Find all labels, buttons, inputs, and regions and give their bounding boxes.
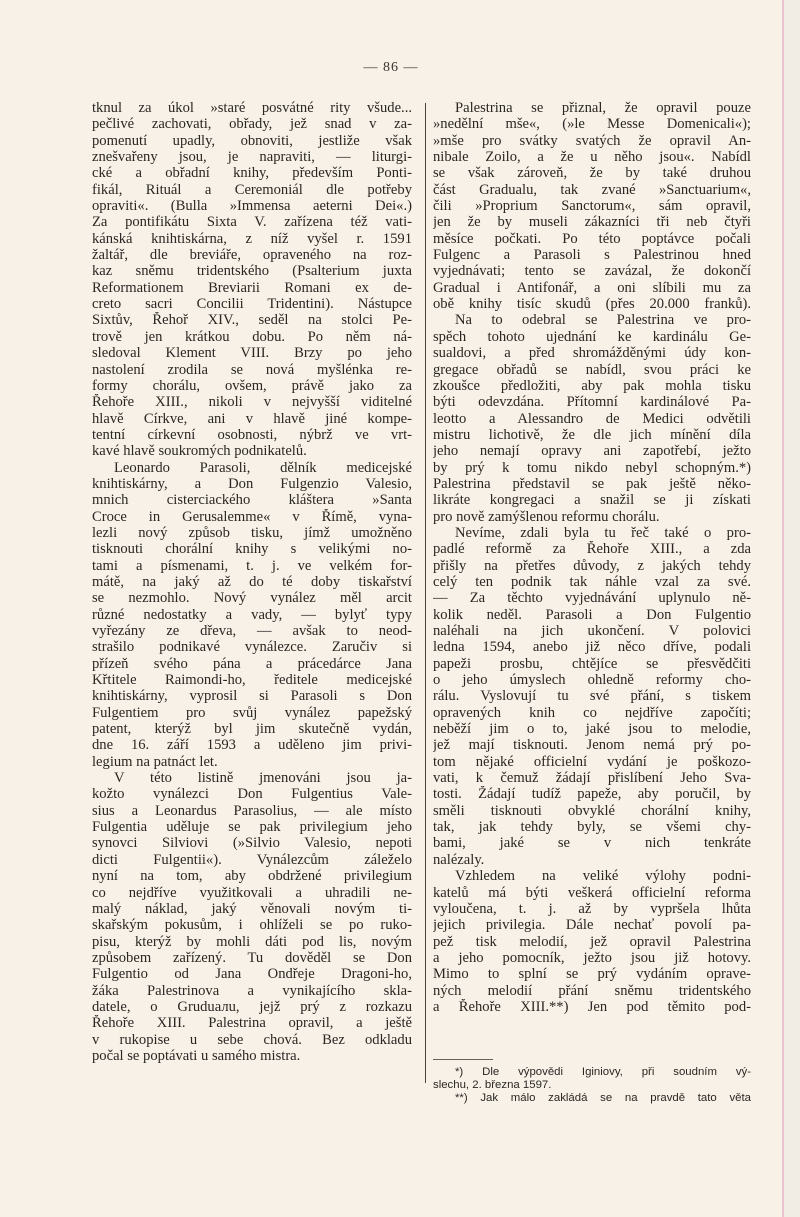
text-line: ných melodií přání sněmu tridentského (433, 982, 751, 999)
text-line: obě knihy tisíc skudů (přes 20.000 franků). (433, 296, 751, 313)
right-column (433, 100, 751, 1015)
text-line: mátě, na jaký až do té doby tiskařství (92, 573, 412, 590)
text-line: Croce in Gerusalemme« v Římě, vyna- (92, 508, 412, 525)
text-line: sius a Leonardus Parasolius, — ale místo (92, 802, 412, 819)
text-line: čili »Proprium Sanctorum«, sám opravil, (433, 198, 751, 215)
text-line: formy chorálu, ovšem, právě jako za (92, 377, 412, 394)
text-line: Vzhledem na veliké výlohy podni- (455, 868, 751, 885)
text-line: žáka Palestrinova a vynikajícího skla- (92, 982, 412, 999)
text-line: co nejdříve využitkovali a uhradili ne- (92, 884, 412, 901)
text-line: kavé hlavě soukromých podnikatelů. (92, 443, 307, 460)
text-line: tisknouti chorální knihy s velikými no- (92, 541, 412, 558)
text-line: spěch tohoto ujednání ke kardinálu Ge- (433, 328, 751, 345)
text-line: opraviti«. (Bulla »Immensa aeterni Dei«.) (92, 198, 412, 215)
text-line: vyjednávati; tento se zavázal, že dokončí (433, 263, 751, 280)
text-line: cké a obřadní knihy, především Ponti- (92, 165, 412, 182)
text-line: se nezmohlo. Nový vynález měl arcit (92, 590, 412, 607)
text-line: padlé reformě za Řehoře XIII., a zda (433, 541, 751, 558)
text-line: směli tisknouti obvyklé chorální knihy, (433, 802, 751, 819)
text-line: sledoval Klement VIII. Brzy po jeho (92, 345, 412, 362)
text-line: Křtitele Raimondi-ho, ředitele medicejské (92, 672, 412, 689)
footnote-line: *) Dle výpovědi Iginiovy, při soudním vý- (455, 1066, 751, 1078)
text-line: mnich cisterciackého kláštera »Santa (92, 492, 412, 509)
text-line: kožto vynálezci Don Fulgentius Vale- (92, 786, 412, 803)
text-line: ledna 1594, anebo již něco dříve, podali (433, 639, 751, 656)
text-line: Na to odebral se Palestrina ve pro- (455, 312, 751, 329)
text-line: a jeho pomocník, ježto jsou již hotovy. (433, 949, 751, 966)
text-line: různé nedostatky a vady, — bylyť typy (92, 606, 412, 623)
footnote-rule (433, 1059, 493, 1060)
text-line: pisu, kterýž by mohli dáti pod lis, novým (92, 933, 412, 950)
footnote-line: slechu, 2. března 1597. (433, 1079, 552, 1092)
text-line: pomenutí upadly, obnoviti, jestliže však (92, 132, 412, 149)
text-line: leotto a Alessandro de Medici odvětili (433, 410, 751, 427)
text-line: Řehoře XIII. Palestrina opravil, a ještě (92, 1015, 412, 1032)
text-line: část Gradualu, tak zvané »Sanctuarium«, (433, 181, 751, 198)
text-line: znešvařeny jsou, je napraviti, — liturgi- (92, 149, 412, 166)
text-line: Reformationem Breviarii Romani ex de- (92, 279, 412, 296)
text-line: nibale Zoilo, a že u něho jsou«. Nabídl (433, 149, 751, 166)
text-line: jež mají tisknouti. Jenom nemá prý po- (433, 737, 751, 754)
page-number: — 86 — (363, 60, 419, 75)
text-line: v rukopise u sebe chová. Bez odkladu (92, 1031, 412, 1048)
text-line: Nevíme, zdali byla tu řeč také o pro- (455, 524, 751, 541)
text-line: bami, jaké se v nich tenkráte (433, 835, 751, 852)
text-line: pečlivé zachovati, obřady, jež snad v za- (92, 116, 412, 133)
text-line: »mše pro svátky svatých že opravil An- (433, 132, 751, 149)
text-line: datele, o Gruduалu, jejž prý z rozkazu (92, 998, 412, 1015)
text-line: mistru lichotivě, že dle jich mínění díla (433, 426, 751, 443)
text-line: vyloučena, t. j. až by vypršela lhůta (433, 900, 751, 917)
text-line: o jeho úmyslech ohledně reformy cho- (433, 672, 751, 689)
left-column (92, 100, 412, 1064)
text-line: kánská knihtiskárna, z níž vyšel r. 1591 (92, 230, 412, 247)
text-line: Fulgentio od Jana Ondřeje Dragoni-ho, (92, 966, 412, 983)
text-line: Za pontifikátu Sixta V. zařízena též vati- (92, 214, 412, 231)
text-line: sualdovi, a před shromážděnými údy kon- (433, 345, 751, 362)
text-line: tosti. Žádají tudíž papeže, aby poručil, by (433, 786, 751, 803)
text-line: Sixtův, Řehoř XIV., seděl na stolci Pe- (92, 312, 412, 329)
text-line: nastolení zrodila se nová myšlénka re- (92, 361, 412, 378)
text-line: naléhali na jich ukončení. V polovici (433, 623, 751, 639)
text-line: jejich privilegia. Dále nechať povolí pa- (433, 917, 751, 934)
text-line: se však zároveň, že by také druhou (433, 165, 751, 182)
text-line: gregace obřadů se nabídl, svou práci ke (433, 361, 751, 378)
text-line: tknul za úkol »staré posvátné rity všude... (92, 100, 412, 116)
text-line: by prý k tomu nikdo nebyl schopným.*) (433, 459, 751, 476)
text-line: celý ten podnik tak náhle vzal za své. (433, 573, 751, 590)
text-line: tom nějaké officielní vydání je poškozo- (433, 753, 751, 770)
text-line: strašilo podnikavé vynálezce. Zaručiv si (92, 639, 412, 656)
footnote-line: **) Jak málo zakládá se na pravdě tato věta (455, 1092, 751, 1105)
text-line: skařským pokusům, i ohlíželi se po ruko- (92, 917, 412, 934)
page-margin-strip (784, 0, 800, 1217)
text-line: knihtiskárny, vyprosil si Parasoli s Don (92, 688, 412, 705)
text-line: synovci Silviovi (»Silvio Valesio, nepoti (92, 835, 412, 852)
text-line: »nedělní mše«, (»le Messe Domenicali«); (433, 116, 751, 133)
text-line: pež tisk melodií, jež opravil Palestrina (433, 933, 751, 950)
text-line: opravených knih co nejdříve započíti; (433, 704, 751, 721)
text-line: Palestrina představil se pak ještě něko- (433, 475, 751, 492)
text-line: lezli nový způsob tisku, jímž umožněno (92, 524, 412, 541)
text-line: měsíce počkati. Po této poptávce počali (433, 230, 751, 247)
text-line: zkoušce předložiti, aby pak mohla tisku (433, 377, 751, 394)
text-line: nyní na tom, aby obdržené privilegium (92, 868, 412, 885)
text-line: neběží jim o to, jaké jsou to melodie, (433, 721, 751, 738)
text-line: rálu. Vyslovují tu své přání, s tiskem (433, 688, 751, 705)
text-line: legium na patnáct let. (92, 753, 218, 770)
text-line: Gradual i Antifonář, a oni slíbili mu za (433, 279, 751, 296)
text-line: creto sacri Concilii Tridentini). Nástupce (92, 296, 412, 313)
text-line: Fulgenc a Parasoli s Palestrinou hned (433, 247, 751, 264)
text-line: Fulgentia uděluje se pak privilegium jeho (92, 819, 412, 836)
text-line: Řehoře XIII., nikoli v nejvyšší viditelné (92, 394, 412, 411)
text-line: tak, jak tehdy byly, se všemi chy- (433, 819, 751, 836)
text-line: katelů má býti veškerá officielní reforma (433, 884, 751, 901)
text-line: dne 16. září 1593 a uděleno jim privi- (92, 737, 412, 754)
text-line: malý náklad, jaký věnovali novým ti- (92, 900, 412, 917)
text-line: Leonardo Parasoli, dělník medicejské (114, 459, 412, 476)
text-line: žaltář, dle breviáře, opraveného na roz- (92, 247, 412, 264)
text-line: počal se poptávati u samého mistra. (92, 1047, 301, 1064)
text-line: likráte kongregaci a snažil se ji získati (433, 492, 751, 509)
text-line: hlavě Církve, ani v hlavě jiné kompe- (92, 410, 412, 427)
text-line: Mimo to splní se prý vydáním oprave- (433, 966, 751, 983)
text-line: vyřezány ze dřeva, — avšak to neod- (92, 623, 412, 639)
footnotes (433, 1066, 751, 1106)
text-line: tami a písmenami, t. j. ve velkém for- (92, 557, 412, 574)
text-line: vati, k čemuž žádají přislíbení Jeho Sva- (433, 770, 751, 787)
text-line: pro nově zamýšlenou reformu chorálu. (433, 508, 660, 525)
text-line: přízeň svého pána a prácedárce Jana (92, 655, 412, 672)
column-divider (425, 103, 426, 1083)
text-line: přišly na přetřes důvody, z jakých tehdy (433, 557, 751, 574)
text-line: papeži prosbu, chtějíce se přesvědčiti (433, 655, 751, 672)
text-line: jen že by museli zákazníci tři neb čtyři (433, 214, 751, 231)
text-line: Palestrina se přiznal, že opravil pouze (455, 100, 751, 116)
text-line: fikál, Rituál a Ceremoniál dle potřeby (92, 181, 412, 198)
text-line: kolik neděl. Parasoli a Don Fulgentio (433, 606, 751, 623)
text-line: V této listině jmenováni jsou ja- (114, 770, 412, 787)
text-line: býti odevzdána. Přítomní kardinálové Pa- (433, 394, 751, 411)
text-line: patent, kterýž byl jim skutečně vydán, (92, 721, 412, 738)
text-line: tentní církevní osobnosti, nýbrž ve vrt- (92, 426, 412, 443)
text-line: Fulgentiem pro svůj vynález papežský (92, 704, 412, 721)
text-line: jeho nemají opravy ani zapotřebí, ježto (433, 443, 751, 460)
text-line: — Za těchto vyjednávání uplynulo ně- (433, 590, 751, 607)
text-line: a Řehoře XIII.**) Jen pod těmito pod- (433, 998, 751, 1015)
text-line: nalézaly. (433, 851, 485, 868)
text-line: způsobem zařízený. Tu dověděl se Don (92, 949, 412, 966)
text-line: trově jen krátkou dobu. Po něm ná- (92, 328, 412, 345)
text-line: knihtiskárny, a Don Fulgenzio Valesio, (92, 475, 412, 492)
text-line: dicti Fulgentii«). Vynálezcům záleželo (92, 851, 412, 868)
text-line: kaz sněmu tridentského (Psalterium juxta (92, 263, 412, 280)
